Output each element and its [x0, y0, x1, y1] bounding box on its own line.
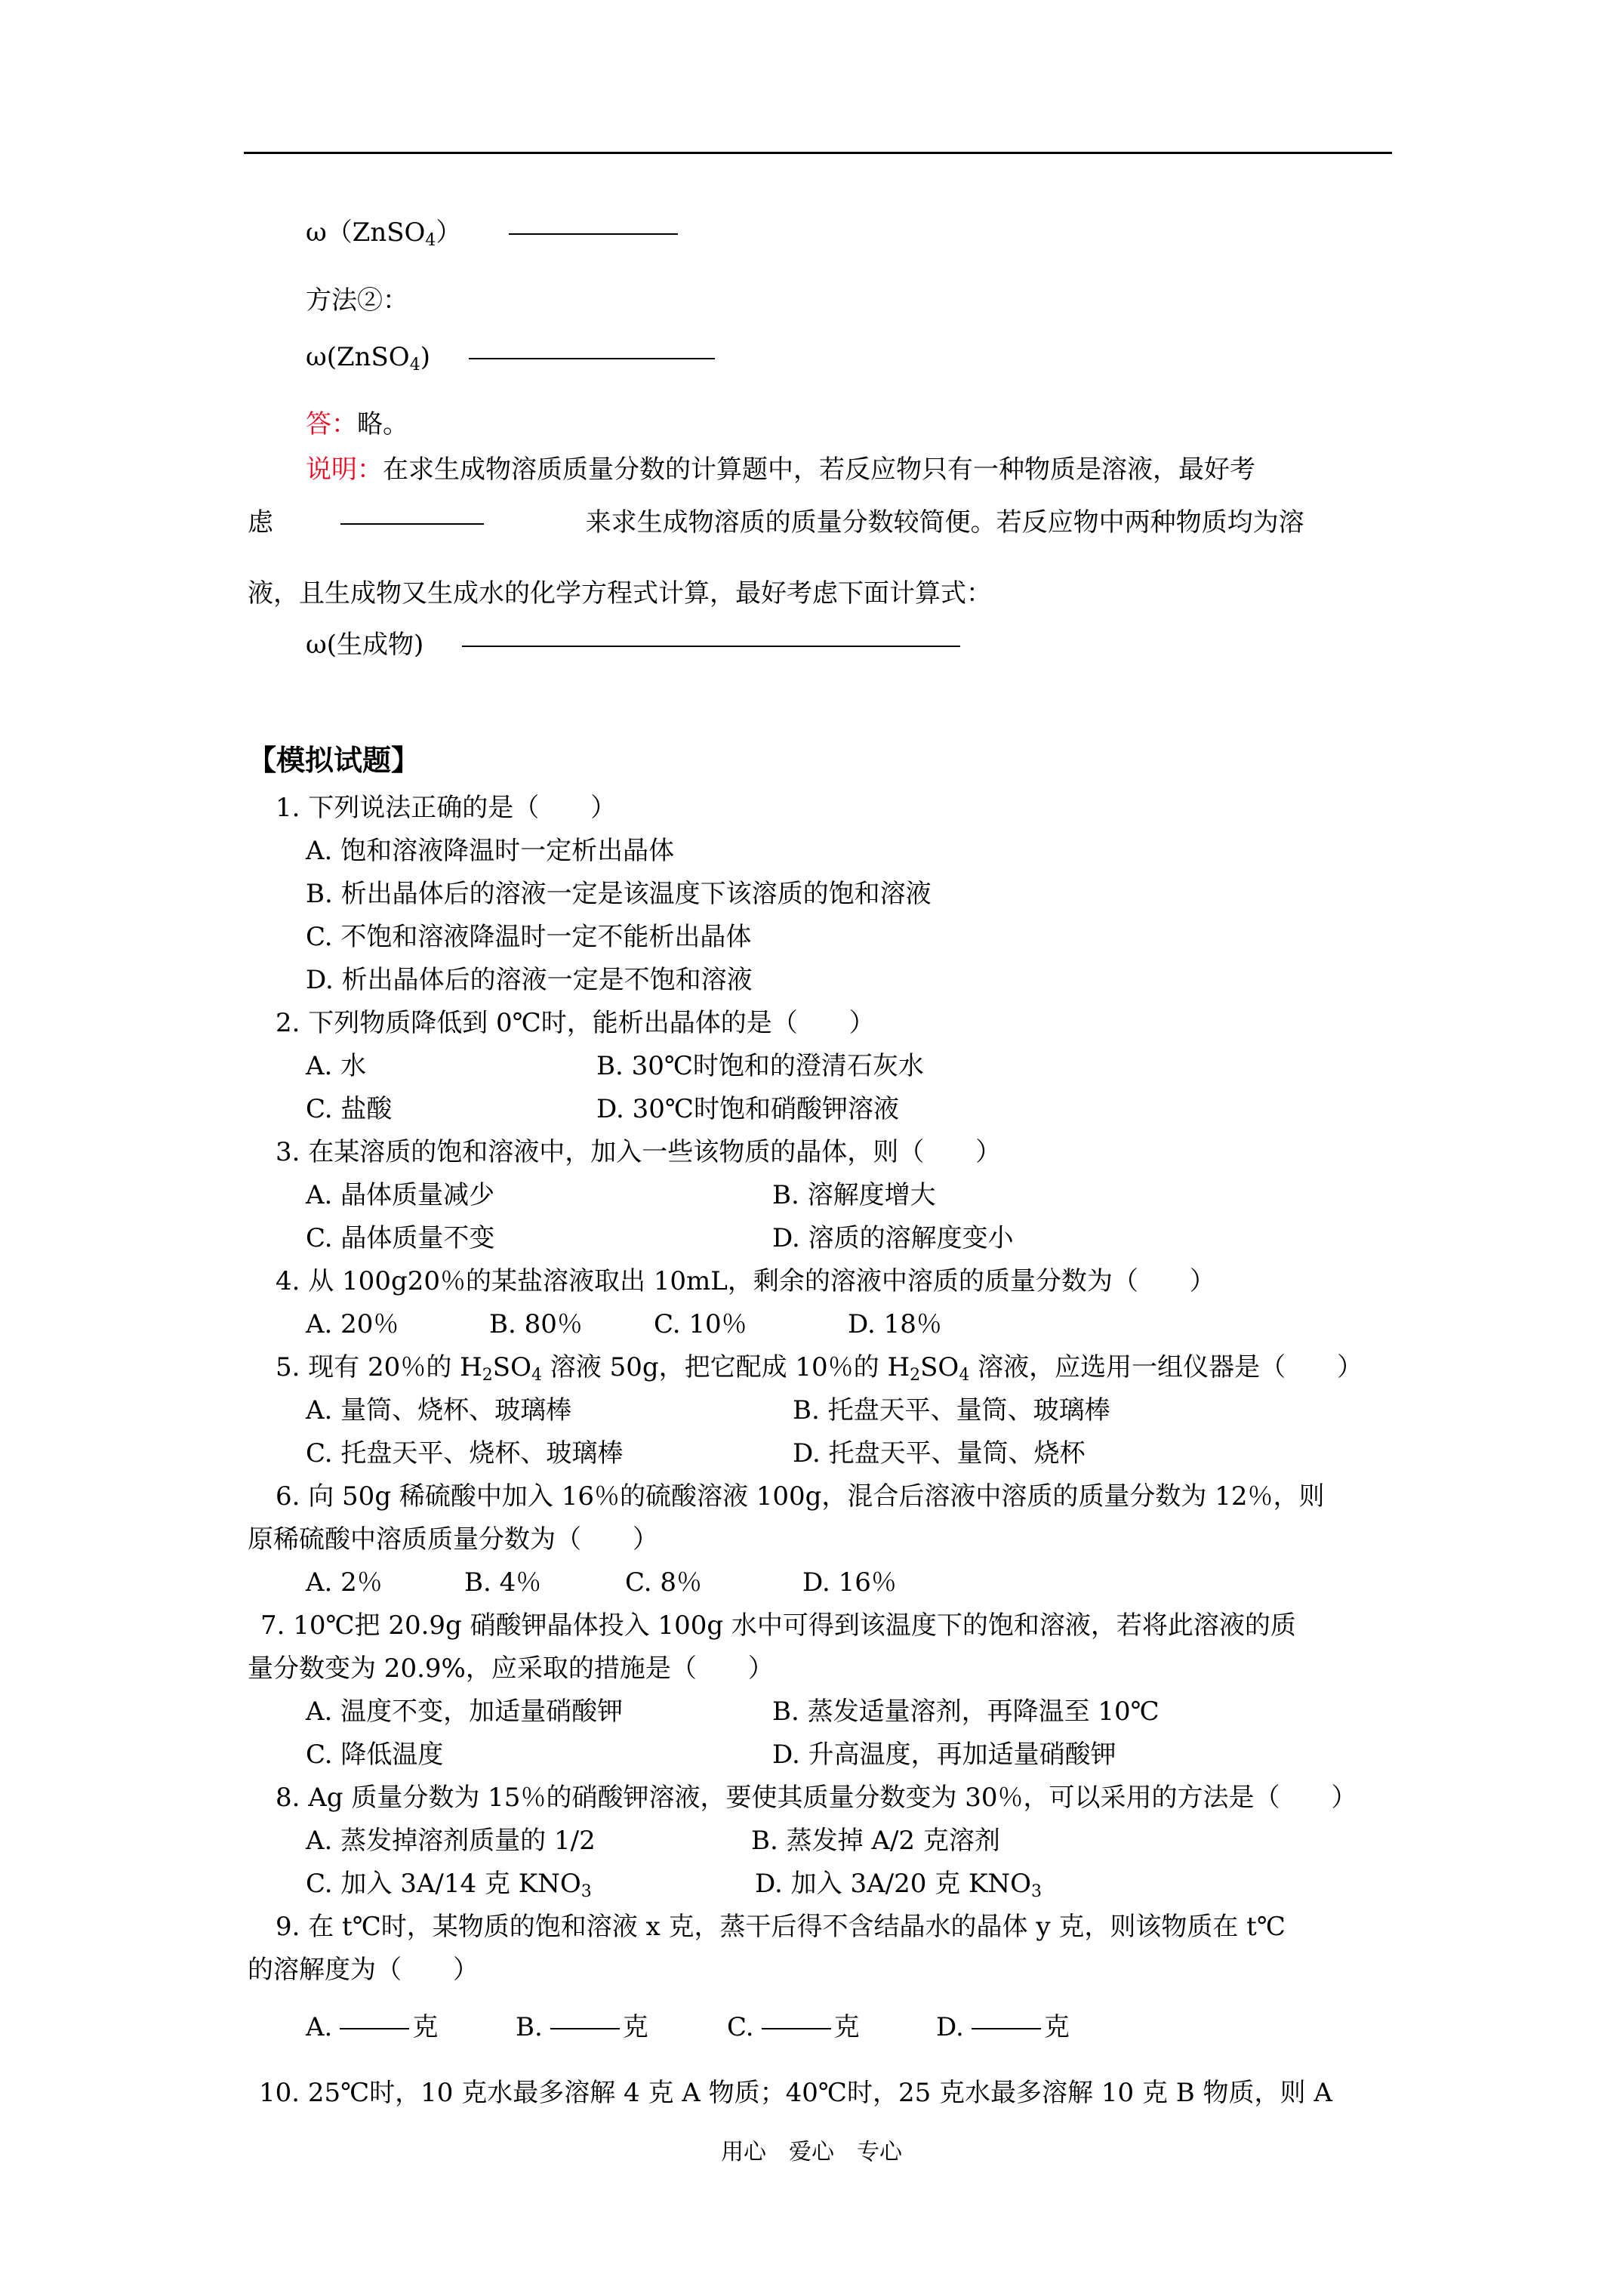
q5-text-3: 溶液 50g，把它配成 10％的 H: [541, 1352, 910, 1382]
q8-option-c: [306, 1867, 592, 1900]
q3-option-d: D. 溶质的溶解度变小: [772, 1223, 1014, 1253]
question-6-line-1: 6. 向 50g 稀硫酸中加入 16％的硫酸溶液 100g，混合后溶液中溶质的质量分数为 12％，则: [276, 1481, 1325, 1512]
q5-option-d: D. 托盘天平、量筒、烧杯: [793, 1438, 1086, 1469]
q9b-unit: 克: [622, 2012, 648, 2042]
q9d-unit: 克: [1043, 2012, 1070, 2042]
q5-text-2: SO: [492, 1352, 531, 1382]
question-1: 1. 下列说法正确的是（ ）: [276, 793, 617, 823]
q5-sub-1: 2: [482, 1366, 493, 1385]
q3-option-b: B. 溶解度增大: [772, 1180, 936, 1210]
header-rule: [244, 152, 1392, 154]
note-line-1: [306, 453, 1255, 486]
q4-option-a: A. 20％: [306, 1309, 399, 1339]
q1-option-a: A. 饱和溶液降温时一定析出晶体: [306, 836, 675, 866]
q5-option-b: B. 托盘天平、量筒、玻璃棒: [793, 1395, 1110, 1425]
q9-option-c: [727, 2011, 860, 2044]
question-4: 4. 从 100g20％的某盐溶液取出 10mL，剩余的溶液中溶质的质量分数为（ ）: [276, 1266, 1215, 1296]
q8c-text: C. 加入 3A/14 克 KNO: [306, 1869, 581, 1899]
q6-option-c: C. 8％: [625, 1567, 703, 1598]
answer-line: [306, 408, 408, 441]
question-10: 10. 25℃时，10 克水最多溶解 4 克 A 物质；40℃时，25 克水最多溶解 10 克 B 物质，则 A: [259, 2078, 1332, 2108]
q9c-fraction-bar: [762, 2028, 831, 2029]
q5-text-4: SO: [920, 1352, 959, 1382]
q9c-label: C.: [727, 2012, 754, 2042]
question-9-line-1: 9. 在 t℃时，某物质的饱和溶液 x 克，蒸干后得不含结晶水的晶体 y 克，则该物质在 t℃: [276, 1912, 1286, 1942]
q2-option-c: C. 盐酸: [306, 1094, 393, 1124]
q5-text-5: 溶液，应选用一组仪器是（ ）: [969, 1352, 1363, 1382]
q2-option-d: D. 30℃时饱和硝酸钾溶液: [596, 1094, 899, 1124]
q5-option-c: C. 托盘天平、烧杯、玻璃棒: [306, 1438, 624, 1469]
question-7-line-1: 7. 10℃把 20.9g 硝酸钾晶体投入 100g 水中可得到该温度下的饱和溶液，若将此溶液的质: [260, 1610, 1296, 1641]
q2-option-b: B. 30℃时饱和的澄清石灰水: [596, 1051, 924, 1081]
q9d-label: D.: [936, 2012, 964, 2042]
note-text-2a: 虑: [248, 507, 273, 538]
note-label: 说明：: [306, 455, 383, 485]
q9-option-d: [936, 2011, 1070, 2044]
page-footer: 用心 爱心 专心: [721, 2139, 902, 2165]
q1-option-b: B. 析出晶体后的溶液一定是该温度下该溶质的饱和溶液: [306, 879, 932, 909]
method2-blank: [469, 358, 715, 359]
q5-text-1: 5. 现有 20％的 H: [276, 1352, 482, 1382]
q9a-fraction-bar: [340, 2028, 409, 2029]
q6-option-d: D. 16％: [802, 1567, 897, 1598]
method1-label: ω（ZnSO: [306, 217, 426, 248]
q9b-label: B.: [516, 2012, 543, 2042]
q7-option-d: D. 升高温度，再加适量硝酸钾: [772, 1740, 1116, 1770]
question-8: 8. Ag 质量分数为 15％的硝酸钾溶液，要使其质量分数变为 30％，可以采用的方法是（ ）: [276, 1783, 1357, 1813]
q5-sub-4: 4: [959, 1366, 970, 1385]
question-3: 3. 在某溶质的饱和溶液中，加入一些该物质的晶体，则（ ）: [276, 1137, 1002, 1167]
question-6-line-2: 原稀硫酸中溶质质量分数为（ ）: [248, 1524, 658, 1555]
q2-option-a: A. 水: [306, 1051, 367, 1081]
q8d-text: D. 加入 3A/20 克 KNO: [755, 1869, 1032, 1899]
method1-formula: [306, 216, 678, 249]
question-5: [276, 1351, 1363, 1384]
question-9-line-2: 的溶解度为（ ）: [248, 1955, 479, 1985]
q8-option-a: A. 蒸发掉溶剂质量的 1/2: [306, 1826, 596, 1856]
note-blank: [340, 523, 484, 525]
answer-text: 略。: [357, 409, 408, 439]
q1-option-c: C. 不饱和溶液降温时一定不能析出晶体: [306, 922, 752, 952]
question-7-line-2: 量分数变为 20.9%，应采取的措施是（ ）: [248, 1653, 774, 1684]
note-text-2b: 来求生成物溶质的质量分数较简便。若反应物中两种物质均为溶: [585, 507, 1304, 538]
q8d-sub: 3: [1031, 1882, 1042, 1901]
method2-subscript: 4: [409, 356, 420, 374]
q9c-unit: 克: [833, 2012, 860, 2042]
q4-option-b: B. 80％: [489, 1309, 583, 1339]
q4-option-d: D. 18％: [848, 1309, 942, 1339]
answer-label: 答：: [306, 409, 357, 439]
q3-option-a: A. 晶体质量减少: [306, 1180, 495, 1210]
q8c-sub: 3: [581, 1882, 592, 1901]
q8-option-d: [755, 1867, 1042, 1900]
q9a-unit: 克: [412, 2012, 439, 2042]
q9b-fraction-bar: [550, 2028, 620, 2029]
method2-close: ): [420, 342, 430, 372]
q9-option-b: [516, 2011, 648, 2044]
q5-sub-3: 2: [910, 1366, 921, 1385]
method1-blank: [509, 233, 678, 235]
q6-option-b: B. 4％: [464, 1567, 542, 1598]
q7-option-c: C. 降低温度: [306, 1740, 444, 1770]
q1-option-d: D. 析出晶体后的溶液一定是不饱和溶液: [306, 965, 753, 995]
q3-option-c: C. 晶体质量不变: [306, 1223, 495, 1253]
q6-option-a: A. 2％: [306, 1567, 383, 1598]
note-line-2: [248, 506, 1304, 539]
q5-option-a: A. 量筒、烧杯、玻璃棒: [306, 1395, 572, 1425]
q7-option-a: A. 温度不变，加适量硝酸钾: [306, 1697, 624, 1727]
product-formula: [306, 628, 960, 661]
method2-label: ω(ZnSO: [306, 342, 410, 372]
method2-title: 方法②：: [306, 285, 408, 316]
method1-subscript: 4: [425, 231, 436, 250]
q9a-label: A.: [306, 2012, 333, 2042]
q8-option-b: B. 蒸发掉 A/2 克溶剂: [751, 1826, 1000, 1856]
q5-sub-2: 4: [531, 1366, 542, 1385]
section-title: 【模拟试题】: [248, 743, 420, 777]
q7-option-b: B. 蒸发适量溶剂，再降温至 10℃: [772, 1697, 1160, 1727]
question-2: 2. 下列物质降低到 0℃时，能析出晶体的是（ ）: [276, 1008, 875, 1038]
q4-option-c: C. 10％: [654, 1309, 747, 1339]
product-label: ω(生成物): [306, 630, 424, 660]
method1-close: ）: [436, 217, 462, 248]
q9d-fraction-bar: [972, 2028, 1041, 2029]
note-text-1: 在求生成物溶质质量分数的计算题中，若反应物只有一种物质是溶液，最好考: [383, 455, 1255, 485]
q9-option-a: [306, 2011, 438, 2044]
method2-formula: [306, 341, 715, 374]
product-blank: [462, 646, 960, 647]
note-line-3: 液，且生成物又生成水的化学方程式计算，最好考虑下面计算式：: [248, 578, 992, 609]
